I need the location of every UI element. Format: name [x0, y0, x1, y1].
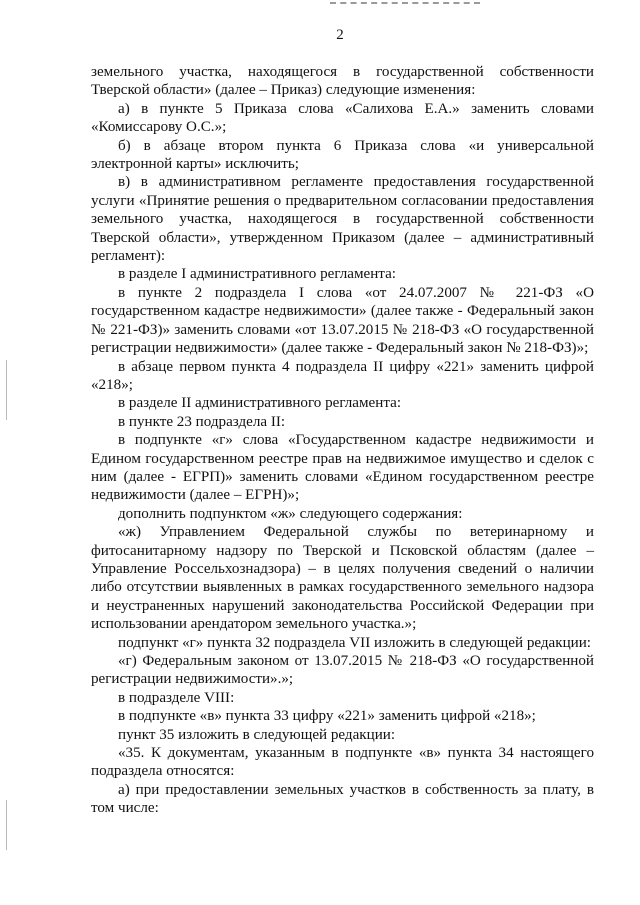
- paragraph: «г) Федеральным законом от 13.07.2015 № 218-ФЗ «О государственной регистрации недвижимости».»;: [91, 653, 594, 688]
- paragraph: в разделе I административного регламента:: [118, 266, 396, 283]
- paragraph: в пункте 23 подраздела II:: [118, 413, 286, 430]
- paragraph: а) в пункте 5 Приказа слова «Салихова Е.А.» заменить словами «Комиссарову О.С.»;: [91, 100, 594, 136]
- paragraph: в подпункте «г» слова «Государственном кадастре недвижимости и Едином государственном реестре прав на недвижимое имущество и сделок с ним (далее - ЕГРП)» заменить словами «Едином государственном реестре недвижимости (далее – ЕГРН)»;: [91, 432, 594, 504]
- page-number: 2: [336, 27, 344, 43]
- paragraph: в пункте 2 подраздела I слова «от 24.07.2007 № 221-ФЗ «О государственном кадастре недвижимости» (далее также - Федеральный закон № 221-ФЗ)» заменить словами «от 13.07.2015 № 218-ФЗ «О государственной регистрации недвижимости» (далее также - Федеральный закон № 218-ФЗ)»;: [91, 284, 594, 357]
- paragraph: б) в абзаце втором пункта 6 Приказа слова «и универсальной электронной карты» исключить;: [91, 137, 594, 173]
- paragraph: в подпункте «в» пункта 33 цифру «221» заменить цифрой «218»;: [118, 708, 536, 725]
- scan-artifact-left: [6, 800, 7, 850]
- paragraph: земельного участка, находящегося в государственной собственности Тверской области» (далее – Приказ) следующие изменения:: [91, 64, 594, 99]
- scan-artifact-top: [330, 2, 480, 4]
- paragraph: а) при предоставлении земельных участков в собственность за плату, в том числе:: [91, 781, 594, 817]
- paragraph: «ж) Управлением Федеральной службы по ветеринарному и фитосанитарному надзору по Тверской и Псковской областям (далее – Управление Россельхознадзора) – в целях получения сведений о наличии либо отсутствии выявленных в рамках государственного земельного надзора и неустраненных нарушений законодательства Российской Федерации при использовании арендатором земельного участка.»;: [91, 524, 594, 633]
- paragraph: пункт 35 изложить в следующей редакции:: [118, 726, 396, 743]
- paragraph: дополнить подпунктом «ж» следующего содержания:: [118, 505, 463, 522]
- paragraph: подпункт «г» пункта 32 подраздела VII изложить в следующей редакции:: [118, 634, 591, 651]
- document-body: [91, 63, 594, 818]
- scan-artifact-left: [6, 360, 7, 420]
- paragraph: в подразделе VIII:: [118, 689, 235, 706]
- paragraph: «35. К документам, указанным в подпункте «в» пункта 34 настоящего подраздела относятся:: [91, 745, 594, 780]
- paragraph: в) в административном регламенте предоставления государственной услуги «Принятие решения о предварительном согласовании предоставления земельного участка, находящегося в государственной собственности Тверской области», утвержденном Приказом (далее – административный регламент):: [91, 174, 594, 265]
- paragraph: в разделе II административного регламента:: [118, 395, 402, 412]
- paragraph: в абзаце первом пункта 4 подраздела II цифру «221» заменить цифрой «218»;: [91, 358, 594, 393]
